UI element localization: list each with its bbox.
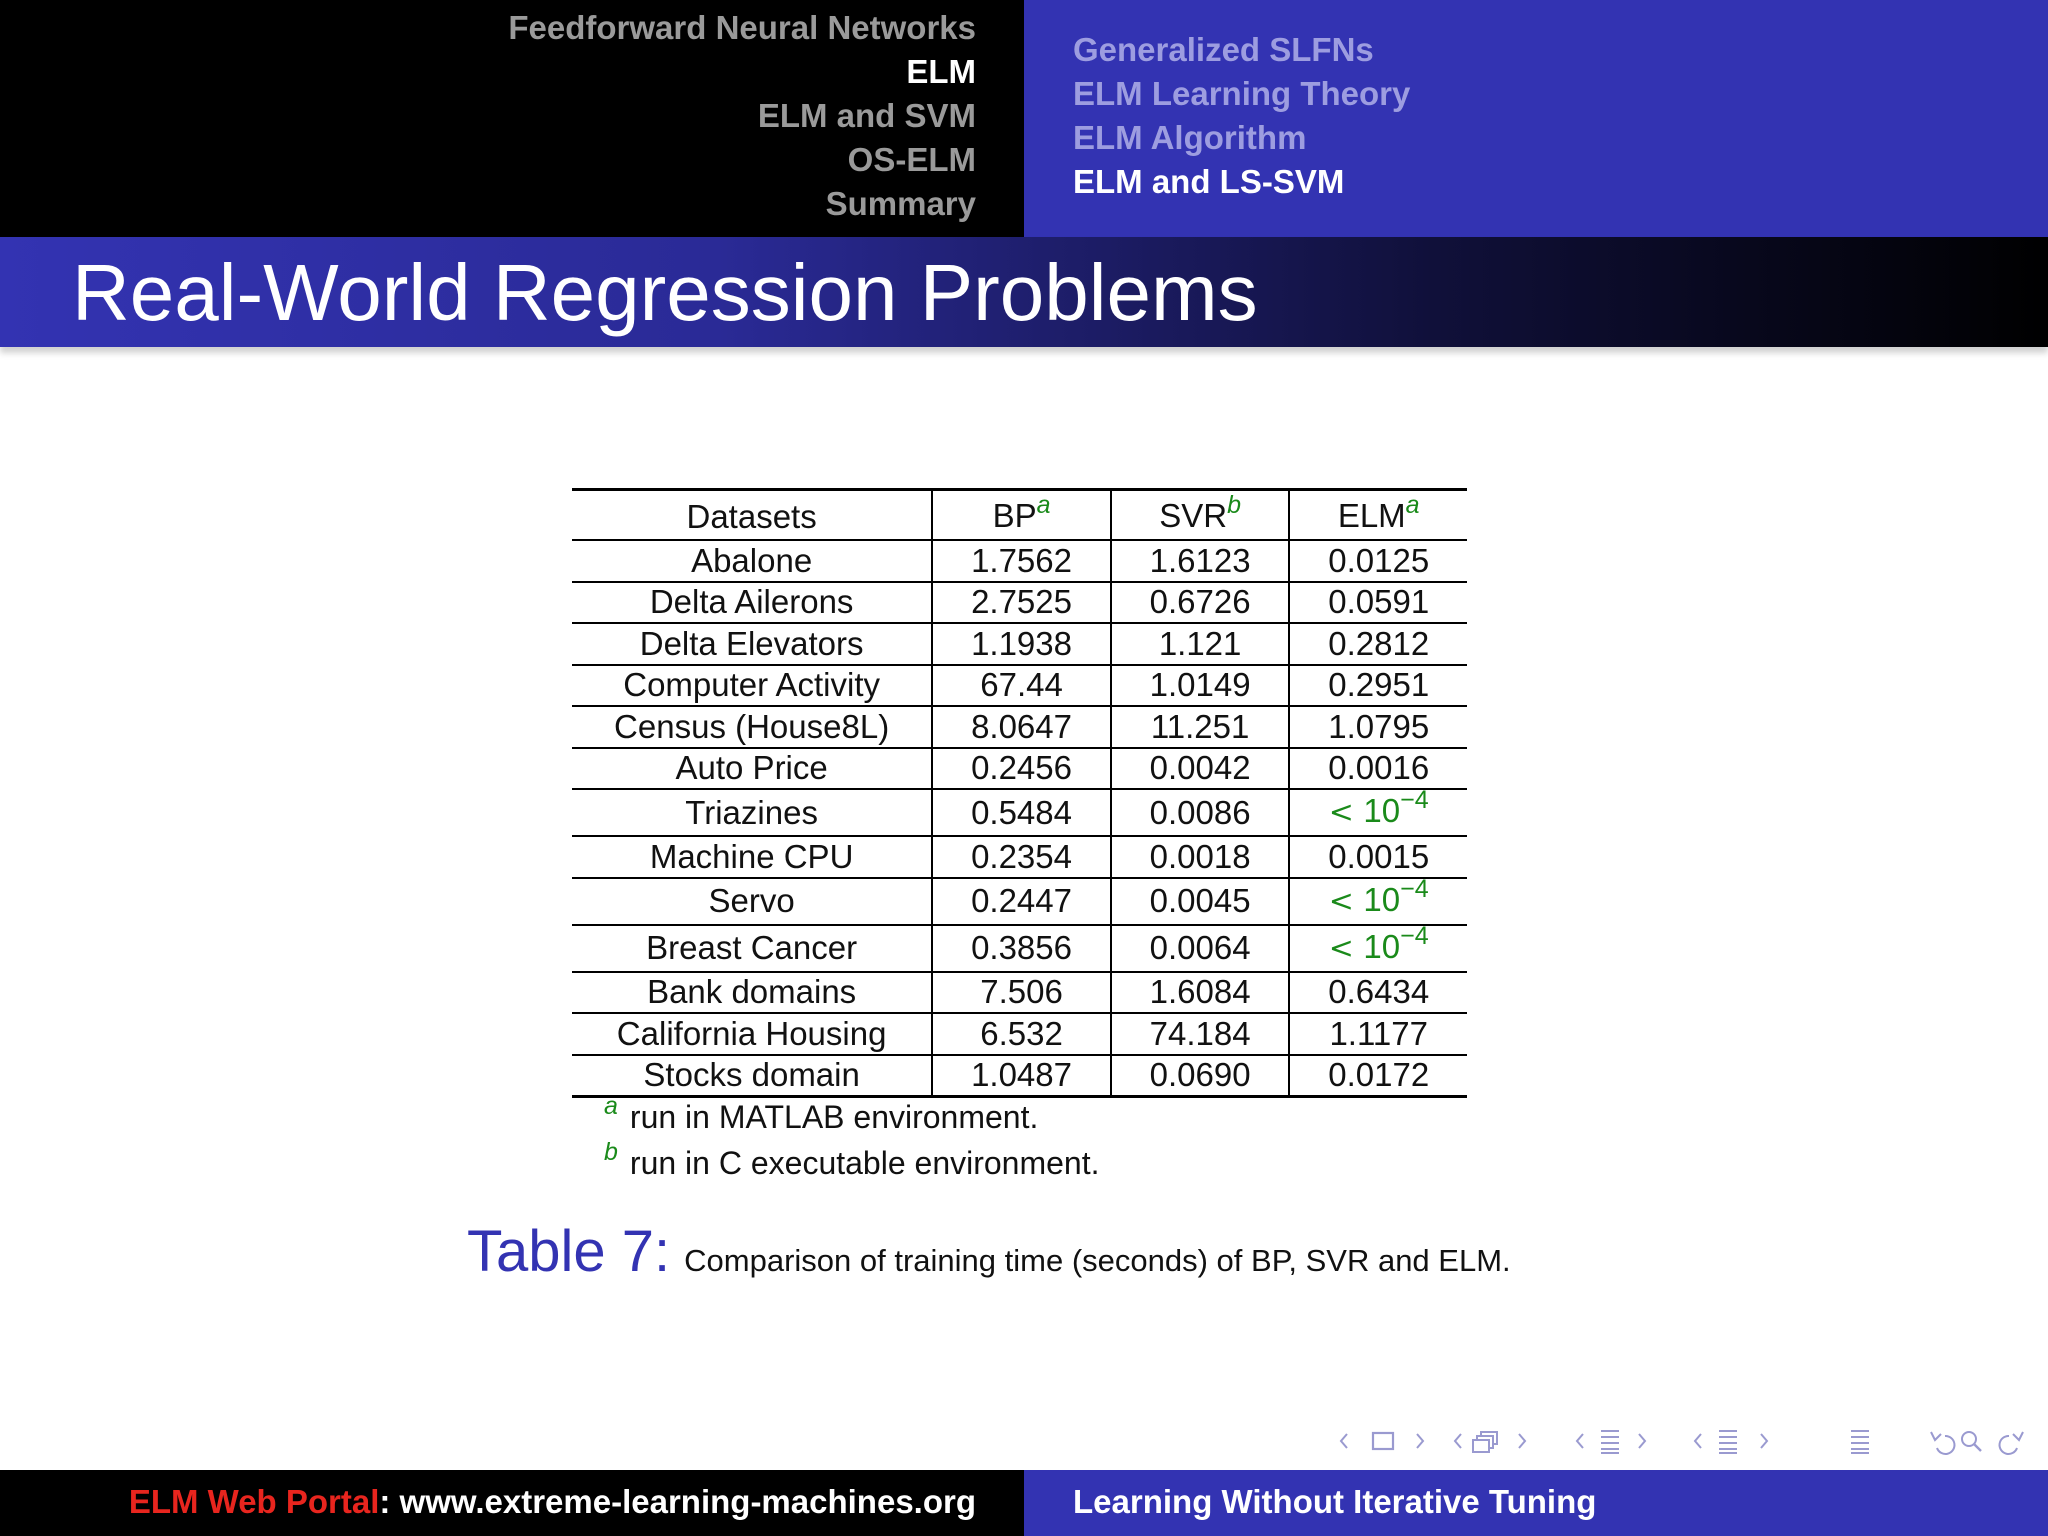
cell-bp: 8.0647 [932, 706, 1111, 748]
subsection-nav [1073, 28, 1410, 204]
footer-talk-title: Learning Without Iterative Tuning [1073, 1483, 1597, 1520]
cell-bp: 0.2456 [932, 748, 1111, 790]
cell-svr: 1.0149 [1111, 665, 1290, 707]
footnote-mark: a [604, 1092, 618, 1120]
cell-elm: 1.1177 [1289, 1013, 1467, 1055]
table-row [572, 623, 1467, 665]
table-row [572, 1013, 1467, 1055]
cell-svr: 0.0045 [1111, 878, 1290, 925]
cell-bp: 2.7525 [932, 582, 1111, 624]
cell-dataset: Census (House8L) [572, 706, 932, 748]
cell-elm: 0.0591 [1289, 582, 1467, 624]
cell-svr: 74.184 [1111, 1013, 1290, 1055]
cell-svr: 1.6084 [1111, 972, 1290, 1014]
less-than-power-value: < $10^{-4}$ [1328, 921, 1429, 966]
footnote-text: run in MATLAB environment. [629, 1099, 1039, 1135]
footnote-text: run in C executable environment. [629, 1145, 1100, 1181]
less-than-power-value: < $10^{-4}$ [1328, 786, 1429, 830]
table-row [572, 972, 1467, 1014]
cell-svr: 0.0018 [1111, 836, 1290, 878]
cell-svr: 0.0690 [1111, 1055, 1290, 1097]
cell-bp: 67.44 [932, 665, 1111, 707]
cell-svr: 11.251 [1111, 706, 1290, 748]
header-datasets: Datasets [572, 490, 932, 541]
portal-label: ELM Web Portal [128, 1483, 380, 1520]
cell-dataset: Bank domains [572, 972, 932, 1014]
cell-bp: 0.2354 [932, 836, 1111, 878]
cell-elm-less-than-power [1289, 874, 1467, 925]
table-row [572, 1055, 1467, 1097]
header-svr: SVR$^b$ [1111, 490, 1290, 541]
cell-dataset: Stocks domain [572, 1055, 932, 1097]
header-subsections-panel [1024, 0, 2048, 237]
frame-title: Real-World Regression Problems [72, 248, 1258, 337]
cell-bp: 6.532 [932, 1013, 1111, 1055]
cell-bp: 1.7562 [932, 540, 1111, 582]
document-nav-icon[interactable] [1843, 1422, 1883, 1460]
cell-elm: 0.0015 [1289, 836, 1467, 878]
cell-dataset: Computer Activity [572, 665, 932, 707]
section-link-summary[interactable]: Summary [825, 185, 976, 222]
cell-svr: 1.121 [1111, 623, 1290, 665]
header-elm: ELM$^a$ [1289, 490, 1467, 541]
cell-svr: 0.6726 [1111, 582, 1290, 624]
table-row [572, 665, 1467, 707]
cell-dataset: Breast Cancer [572, 925, 932, 972]
table-caption [467, 1218, 1511, 1285]
footer-left [0, 1470, 1024, 1536]
table-row [572, 582, 1467, 624]
footer-portal [129, 1483, 976, 1521]
cell-dataset: Delta Ailerons [572, 582, 932, 624]
training-time-table [572, 488, 1467, 1098]
cell-dataset: Servo [572, 878, 932, 925]
header-sections-panel [0, 0, 1024, 237]
subsection-list-nav-icon[interactable] [1689, 1422, 1839, 1460]
cell-elm: 0.2951 [1289, 665, 1467, 707]
caption-text: Comparison of training time (seconds) of BP, SVR and ELM. [684, 1243, 1511, 1278]
subsection-link-elm-algorithm[interactable]: ELM Algorithm [1073, 119, 1307, 156]
cell-bp: 1.1938 [932, 623, 1111, 665]
cell-svr: 1.6123 [1111, 540, 1290, 582]
section-link-os-elm[interactable]: OS-ELM [847, 141, 976, 178]
cell-bp: 7.506 [932, 972, 1111, 1014]
footnote-mark-b: b [1227, 490, 1241, 519]
subsection-link-elm-and-ls-svm[interactable]: ELM and LS-SVM [1073, 163, 1345, 200]
cell-svr: 0.0042 [1111, 748, 1290, 790]
section-link-feedforward[interactable]: Feedforward Neural Networks [508, 9, 976, 46]
table-row [572, 540, 1467, 582]
cell-dataset: Triazines [572, 789, 932, 836]
footnote-a [604, 1092, 1039, 1136]
cell-bp: 1.0487 [932, 1055, 1111, 1097]
header-bp: $BP^a$ [932, 490, 1111, 541]
table-row [572, 925, 1467, 972]
beamer-navigation-controls [1333, 1422, 2033, 1460]
cell-elm-less-than-power [1289, 921, 1467, 972]
less-than-power-value: < $10^{-4}$ [1328, 874, 1429, 919]
section-link-elm[interactable]: ELM [906, 53, 976, 90]
cell-elm: 0.2812 [1289, 623, 1467, 665]
cell-elm: 0.6434 [1289, 972, 1467, 1014]
cell-dataset: Delta Elevators [572, 623, 932, 665]
cell-svr: 0.0064 [1111, 925, 1290, 972]
portal-url-link[interactable]: www.extreme-learning-machines.org [390, 1483, 976, 1520]
cell-dataset: Abalone [572, 540, 932, 582]
subsection-link-generalized-slfns[interactable]: Generalized SLFNs [1073, 31, 1374, 68]
caption-label: Table 7: [467, 1219, 671, 1284]
footnote-mark-a: a [1036, 490, 1051, 519]
cell-bp: 0.3856 [932, 925, 1111, 972]
footnote-mark: b [604, 1138, 618, 1166]
back-search-icons[interactable] [1923, 1422, 2033, 1460]
portal-separator: : [379, 1483, 391, 1520]
cell-bp: 0.5484 [932, 789, 1111, 836]
section-link-elm-and-svm[interactable]: ELM and SVM [757, 97, 976, 134]
section-nav [508, 6, 976, 226]
footnote-mark-a: a [1405, 490, 1420, 519]
table-row [572, 878, 1467, 925]
cell-elm: 1.0795 [1289, 706, 1467, 748]
cell-dataset: California Housing [572, 1013, 932, 1055]
table-body [572, 540, 1467, 1097]
footer-right [1024, 1470, 2048, 1536]
subsection-link-elm-learning-theory[interactable]: ELM Learning Theory [1073, 75, 1411, 112]
cell-bp: 0.2447 [932, 878, 1111, 925]
cell-dataset: Machine CPU [572, 836, 932, 878]
cell-elm: 0.0125 [1289, 540, 1467, 582]
cell-elm: 0.0016 [1289, 748, 1467, 790]
footnote-b [604, 1138, 1100, 1182]
cell-svr: 0.0086 [1111, 789, 1290, 836]
cell-elm-less-than-power [1289, 786, 1467, 836]
cell-dataset: Auto Price [572, 748, 932, 790]
table-row [572, 789, 1467, 836]
table-header-row [572, 490, 1467, 541]
table-row [572, 706, 1467, 748]
table-row [572, 748, 1467, 790]
table-row [572, 836, 1467, 878]
cell-elm: 0.0172 [1289, 1055, 1467, 1097]
frame-title-bar [0, 237, 2048, 347]
